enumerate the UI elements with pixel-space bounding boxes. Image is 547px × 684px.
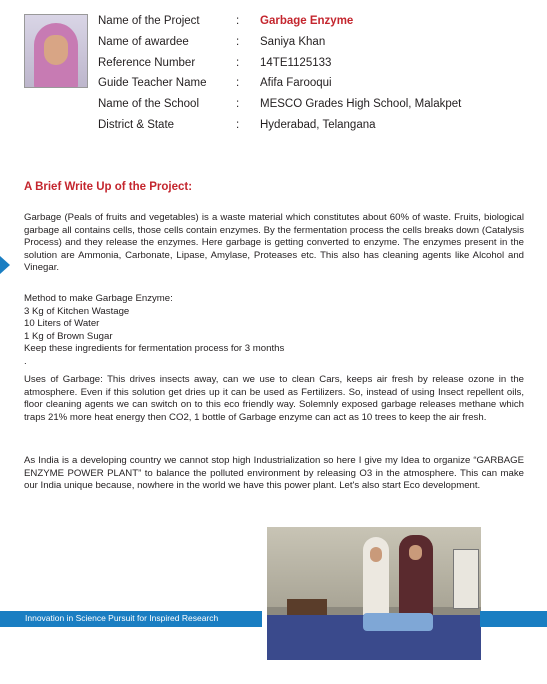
project-exhibit-photo (267, 527, 481, 660)
guide-teacher-value: Afifa Farooqui (260, 77, 332, 90)
method-line: Method to make Garbage Enzyme: (24, 293, 173, 304)
method-line: Keep these ingredients for fermentation process for 3 months (24, 343, 285, 354)
writeup-paragraph-1: Garbage (Peals of fruits and vegetables) is a waste material which constitutes about 60% of waste. Fruits, biological garbage all contains cells, those cells contain enzymes. By the fermentation process the cells breaks down (Catalysis Process) and they release the enzymes. Here garbage is getting converted to enzyme. The enzymes present in the solution are Ammonia, Carbonate, Lipase, Amylase, Proteases etc. This also has cleaning agents like Alcohol and Vinegar. (24, 212, 524, 273)
info-label: Name of awardee (98, 35, 189, 48)
writeup-paragraph-3: As India is a developing country we cannot stop high Industrialization so here I give my Idea to organize “GARBAGE ENZYME POWER PLANT” to balance the polluted environment by releasing O3 in the atmosphere. This can make our India unique because, nowhere in the world we have this power plant. Let's also start Eco development. (24, 455, 524, 491)
info-label: District & State (98, 118, 175, 131)
district-state-value: Hyderabad, Telangana (260, 118, 376, 131)
method-line: 1 Kg of Brown Sugar (24, 330, 113, 342)
info-label: Guide Teacher Name (98, 77, 207, 90)
info-label: Name of the Project (98, 15, 200, 27)
info-colon: : (236, 118, 240, 131)
method-line: 10 Liters of Water (24, 318, 100, 329)
info-colon: : (236, 15, 240, 27)
project-name-value: Garbage Enzyme (260, 15, 354, 27)
info-label: Reference Number (98, 56, 196, 69)
blue-arrow-marker (0, 256, 10, 274)
reference-number-value: 14TE1125133 (260, 56, 332, 69)
writeup-paragraph-2: Uses of Garbage: This drives insects away, can we use to clean Cars, keeps air fresh by release ozone in the atmosphere. Even if this solution get dries up it can be used as Fertilizers. So, instead of using Insect repellent oils, floor cleaning agents we can switch on to this eco friendly way. Solemnly exposed garbage releases methane which traps 21% more heat energy then CO2, 1 bottle of Garbage enzyme can act as 10 trees to keep the air fresh. (24, 374, 524, 423)
footer-bar (0, 611, 547, 627)
school-name-value: MESCO Grades High School, Malakpet (260, 98, 462, 111)
info-colon: : (236, 35, 240, 48)
method-line: . (24, 355, 27, 367)
info-colon: : (236, 98, 240, 111)
writeup-heading: A Brief Write Up of the Project: (24, 181, 193, 193)
method-line: 3 Kg of Kitchen Wastage (24, 305, 130, 317)
method-list (24, 293, 284, 368)
footer-tagline: Innovation in Science Pursuit for Inspired Research (25, 613, 219, 623)
awardee-photo (24, 14, 88, 88)
info-label: Name of the School (98, 98, 200, 111)
awardee-face-shape (44, 35, 68, 65)
info-colon: : (236, 77, 240, 90)
footer-band-right (480, 611, 547, 627)
info-colon: : (236, 56, 240, 69)
awardee-name-value: Saniya Khan (260, 35, 326, 48)
